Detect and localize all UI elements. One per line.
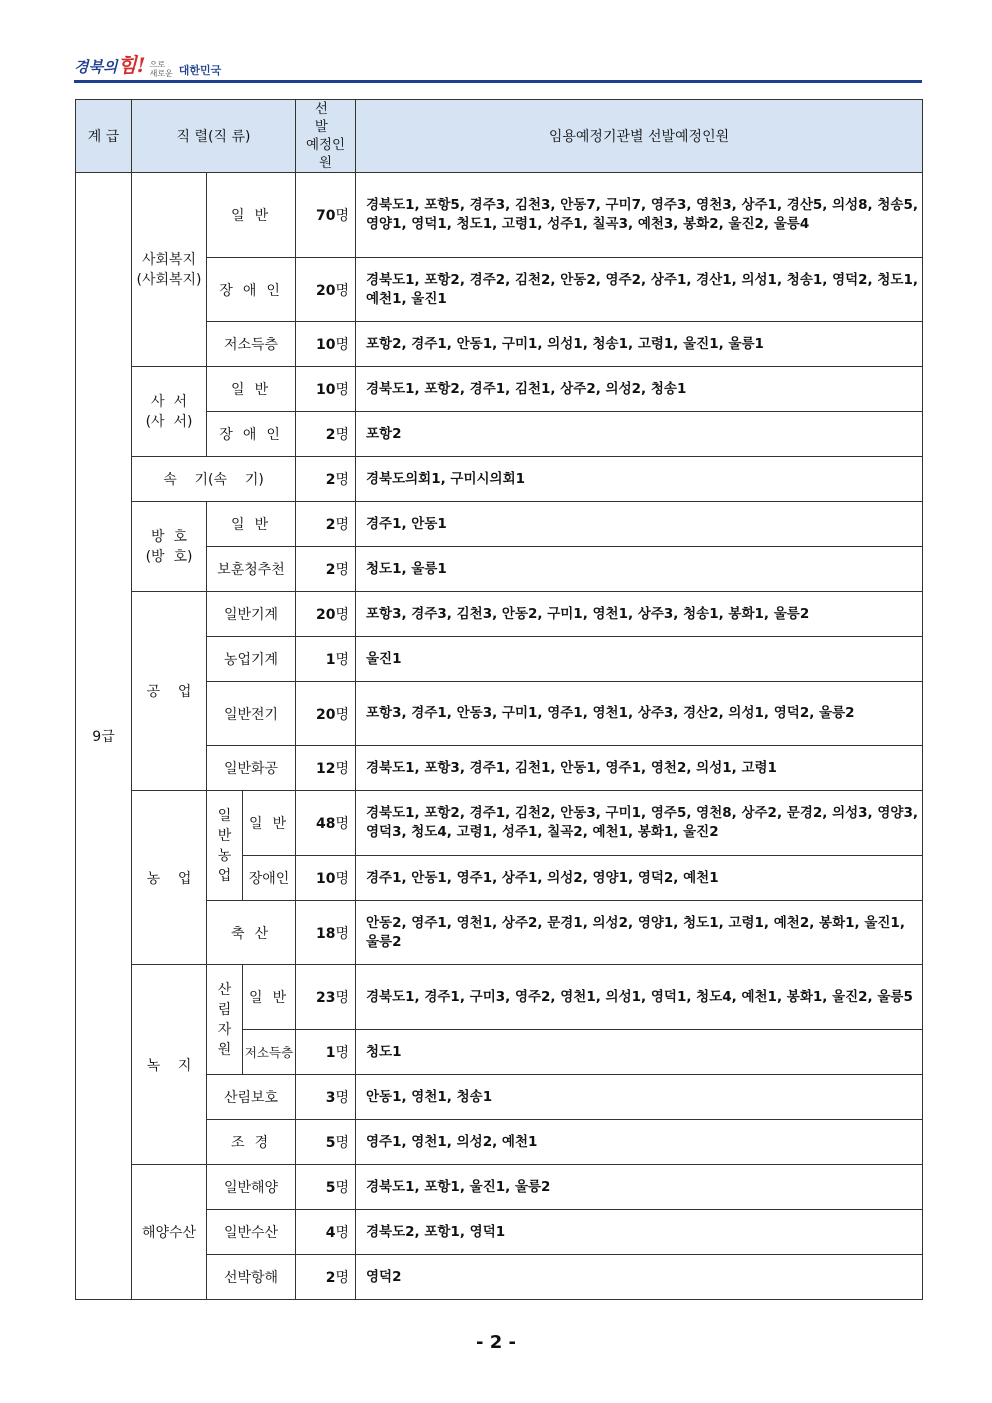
count-cell [296, 258, 356, 322]
table-row [76, 592, 923, 637]
count-cell [296, 592, 356, 637]
count-unit: 명 [335, 472, 349, 488]
header-count [296, 100, 356, 173]
count-value: 4 [325, 1225, 336, 1241]
logo-sub-line1: 으로 [149, 60, 166, 69]
org-cell: 영덕2 [356, 1255, 923, 1300]
count-value: 2 [325, 517, 336, 533]
sub-cell: 축 산 [207, 901, 296, 965]
count-unit: 명 [335, 1135, 349, 1151]
count-value: 12 [315, 761, 336, 777]
count-unit: 명 [335, 925, 349, 942]
count-unit: 명 [335, 1090, 349, 1106]
table-row [76, 367, 923, 412]
count-value: 48 [315, 816, 336, 832]
logo-main-text: 경북의힘! [74, 53, 146, 77]
logo-country: 대한민국 [178, 64, 222, 77]
org-cell: 경북도1, 포항2, 경주2, 김천2, 안동2, 영주2, 상주1, 경산1, 의성1, 청송1, 영덕2, 청도1, 예천1, 울진1 [356, 258, 923, 322]
count-value: 2 [325, 427, 336, 443]
group-guard: 방 호 (방 호) [132, 502, 207, 592]
group-green-sub: 산 림 자 원 [207, 965, 243, 1075]
count-cell [296, 637, 356, 682]
sub-cell: 장 애 인 [207, 412, 296, 457]
count-value: 70 [315, 208, 336, 224]
count-value: 2 [325, 472, 336, 488]
header-job: 직 렬(직 류) [132, 100, 296, 173]
org-cell: 경북도의회1, 구미시의회1 [356, 457, 923, 502]
count-cell [296, 1120, 356, 1165]
table-row [76, 457, 923, 502]
count-value: 10 [315, 382, 336, 398]
org-cell: 울진1 [356, 637, 923, 682]
count-cell [296, 412, 356, 457]
count-unit: 명 [335, 607, 349, 623]
org-cell: 경북도2, 포항1, 영덕1 [356, 1210, 923, 1255]
count-cell [296, 856, 356, 901]
table-row [76, 965, 923, 1030]
count-unit: 명 [335, 1180, 349, 1196]
group-agri: 농 업 [132, 791, 207, 965]
org-cell: 포항3, 경주3, 김천3, 안동2, 구미1, 영천1, 상주3, 청송1, 봉화1, 울릉2 [356, 592, 923, 637]
count-value: 10 [315, 871, 336, 887]
page-number: - 2 - [476, 1332, 516, 1353]
count-cell [296, 1210, 356, 1255]
grade-cell: 9급 [76, 173, 132, 1300]
sub-cell: 산림보호 [207, 1075, 296, 1120]
sub-cell: 일 반 [207, 173, 296, 258]
sub-cell: 일 반 [207, 502, 296, 547]
group-librarian: 사 서 (사 서) [132, 367, 207, 457]
count-unit: 명 [335, 706, 349, 723]
count-value: 10 [315, 337, 336, 353]
table-row [76, 791, 923, 856]
count-unit: 명 [335, 427, 349, 443]
sub-cell: 장애인 [243, 856, 296, 901]
group-welfare: 사회복지 (사회복지) [132, 173, 207, 367]
logo-accent: 힘! [117, 53, 146, 77]
org-cell: 포항2, 경주1, 안동1, 구미1, 의성1, 청송1, 고령1, 울진1, 울릉1 [356, 322, 923, 367]
header-count-line1: 선 발 [314, 101, 337, 135]
sub-cell: 조 경 [207, 1120, 296, 1165]
header-count-line2: 예정인원 [305, 137, 346, 171]
sub-cell: 일 반 [243, 791, 296, 856]
table-row [76, 173, 923, 258]
org-cell: 경주1, 안동1, 영주1, 상주1, 의성2, 영양1, 영덕2, 예천1 [356, 856, 923, 901]
count-unit: 명 [335, 562, 349, 578]
sub-cell: 일 반 [243, 965, 296, 1030]
org-cell: 포항2 [356, 412, 923, 457]
sub-cell: 일반해양 [207, 1165, 296, 1210]
count-value: 3 [325, 1090, 336, 1106]
sub-cell: 선박항해 [207, 1255, 296, 1300]
count-value: 20 [315, 706, 336, 723]
count-cell [296, 1255, 356, 1300]
count-value: 5 [325, 1180, 336, 1196]
count-value: 2 [325, 562, 336, 578]
org-cell: 경북도1, 포항3, 경주1, 김천1, 안동1, 영주1, 영천2, 의성1, 고령1 [356, 746, 923, 791]
org-cell: 경주1, 안동1 [356, 502, 923, 547]
sub-cell: 저소득층 [243, 1030, 296, 1075]
group-industry: 공 업 [132, 592, 207, 791]
count-cell [296, 367, 356, 412]
sub-cell: 장 애 인 [207, 258, 296, 322]
count-cell [296, 965, 356, 1030]
sub-cell: 농업기계 [207, 637, 296, 682]
sub-cell: 일반수산 [207, 1210, 296, 1255]
count-value: 1 [325, 1045, 336, 1061]
header-rule [74, 80, 922, 83]
group-steno: 속 기(속 기) [132, 457, 296, 502]
recruitment-table [75, 99, 923, 1300]
count-cell [296, 322, 356, 367]
count-unit: 명 [335, 337, 349, 353]
count-unit: 명 [335, 871, 349, 887]
org-cell: 안동2, 영주1, 영천1, 상주2, 문경1, 의성2, 영양1, 청도1, 고령1, 예천2, 봉화1, 울진1, 울릉2 [356, 901, 923, 965]
org-cell: 안동1, 영천1, 청송1 [356, 1075, 923, 1120]
org-cell: 경북도1, 포항2, 경주1, 김천1, 상주2, 의성2, 청송1 [356, 367, 923, 412]
table-header-row [76, 100, 923, 173]
count-value: 18 [315, 925, 336, 942]
sub-cell: 일반화공 [207, 746, 296, 791]
count-unit: 명 [335, 761, 349, 777]
count-cell [296, 173, 356, 258]
count-unit: 명 [335, 1225, 349, 1241]
header-grade: 계 급 [76, 100, 132, 173]
logo-sub-text [150, 60, 173, 78]
table-row [76, 502, 923, 547]
table-row [76, 1165, 923, 1210]
header-org: 임용예정기관별 선발예정인원 [356, 100, 923, 173]
group-green: 녹 지 [132, 965, 207, 1165]
org-cell: 청도1, 울릉1 [356, 547, 923, 592]
sub-cell: 일 반 [207, 367, 296, 412]
org-cell: 경북도1, 포항1, 울진1, 울릉2 [356, 1165, 923, 1210]
count-cell [296, 457, 356, 502]
count-cell [296, 901, 356, 965]
group-marine: 해양수산 [132, 1165, 207, 1300]
count-value: 23 [315, 990, 336, 1006]
count-unit: 명 [335, 282, 349, 299]
count-cell [296, 547, 356, 592]
sub-cell: 저소득층 [207, 322, 296, 367]
org-cell: 영주1, 영천1, 의성2, 예천1 [356, 1120, 923, 1165]
logo-sub-line2: 새로운 [149, 69, 173, 78]
count-value: 1 [325, 652, 336, 668]
count-cell [296, 1075, 356, 1120]
count-cell [296, 682, 356, 746]
count-cell [296, 1030, 356, 1075]
sub-cell: 보훈청추천 [207, 547, 296, 592]
org-cell: 경북도1, 경주1, 구미3, 영주2, 영천1, 의성1, 영덕1, 청도4, 예천1, 봉화1, 울진2, 울릉5 [356, 965, 923, 1030]
sub-cell: 일반전기 [207, 682, 296, 746]
count-unit: 명 [335, 208, 349, 224]
count-unit: 명 [335, 1270, 349, 1286]
org-cell: 경북도1, 포항2, 경주1, 김천2, 안동3, 구미1, 영주5, 영천8, 상주2, 문경2, 의성3, 영양3, 영덕3, 청도4, 고령1, 성주1, 칠곡2, 예천1, 봉화1, 울진2 [356, 791, 923, 856]
count-cell [296, 1165, 356, 1210]
count-unit: 명 [335, 816, 349, 832]
sub-cell: 일반기계 [207, 592, 296, 637]
count-value: 20 [315, 282, 336, 299]
count-unit: 명 [335, 990, 349, 1006]
count-unit: 명 [335, 652, 349, 668]
count-cell [296, 791, 356, 856]
count-unit: 명 [335, 517, 349, 533]
count-cell [296, 502, 356, 547]
count-value: 20 [315, 607, 336, 623]
count-unit: 명 [335, 1045, 349, 1061]
org-cell: 포항3, 경주1, 안동3, 구미1, 영주1, 영천1, 상주3, 경산2, 의성1, 영덕2, 울릉2 [356, 682, 923, 746]
org-cell: 청도1 [356, 1030, 923, 1075]
count-unit: 명 [335, 382, 349, 398]
group-agri-sub: 일 반 농 업 [207, 791, 243, 901]
count-value: 2 [325, 1270, 336, 1286]
count-value: 5 [325, 1135, 336, 1151]
count-cell [296, 746, 356, 791]
org-cell: 경북도1, 포항5, 경주3, 김천3, 안동7, 구미7, 영주3, 영천3, 상주1, 경산5, 의성8, 청송5, 영양1, 영덕1, 청도1, 고령1, 성주1, 칠곡3, 예천3, 봉화2, 울진2, 울릉4 [356, 173, 923, 258]
header-logo [74, 48, 221, 78]
